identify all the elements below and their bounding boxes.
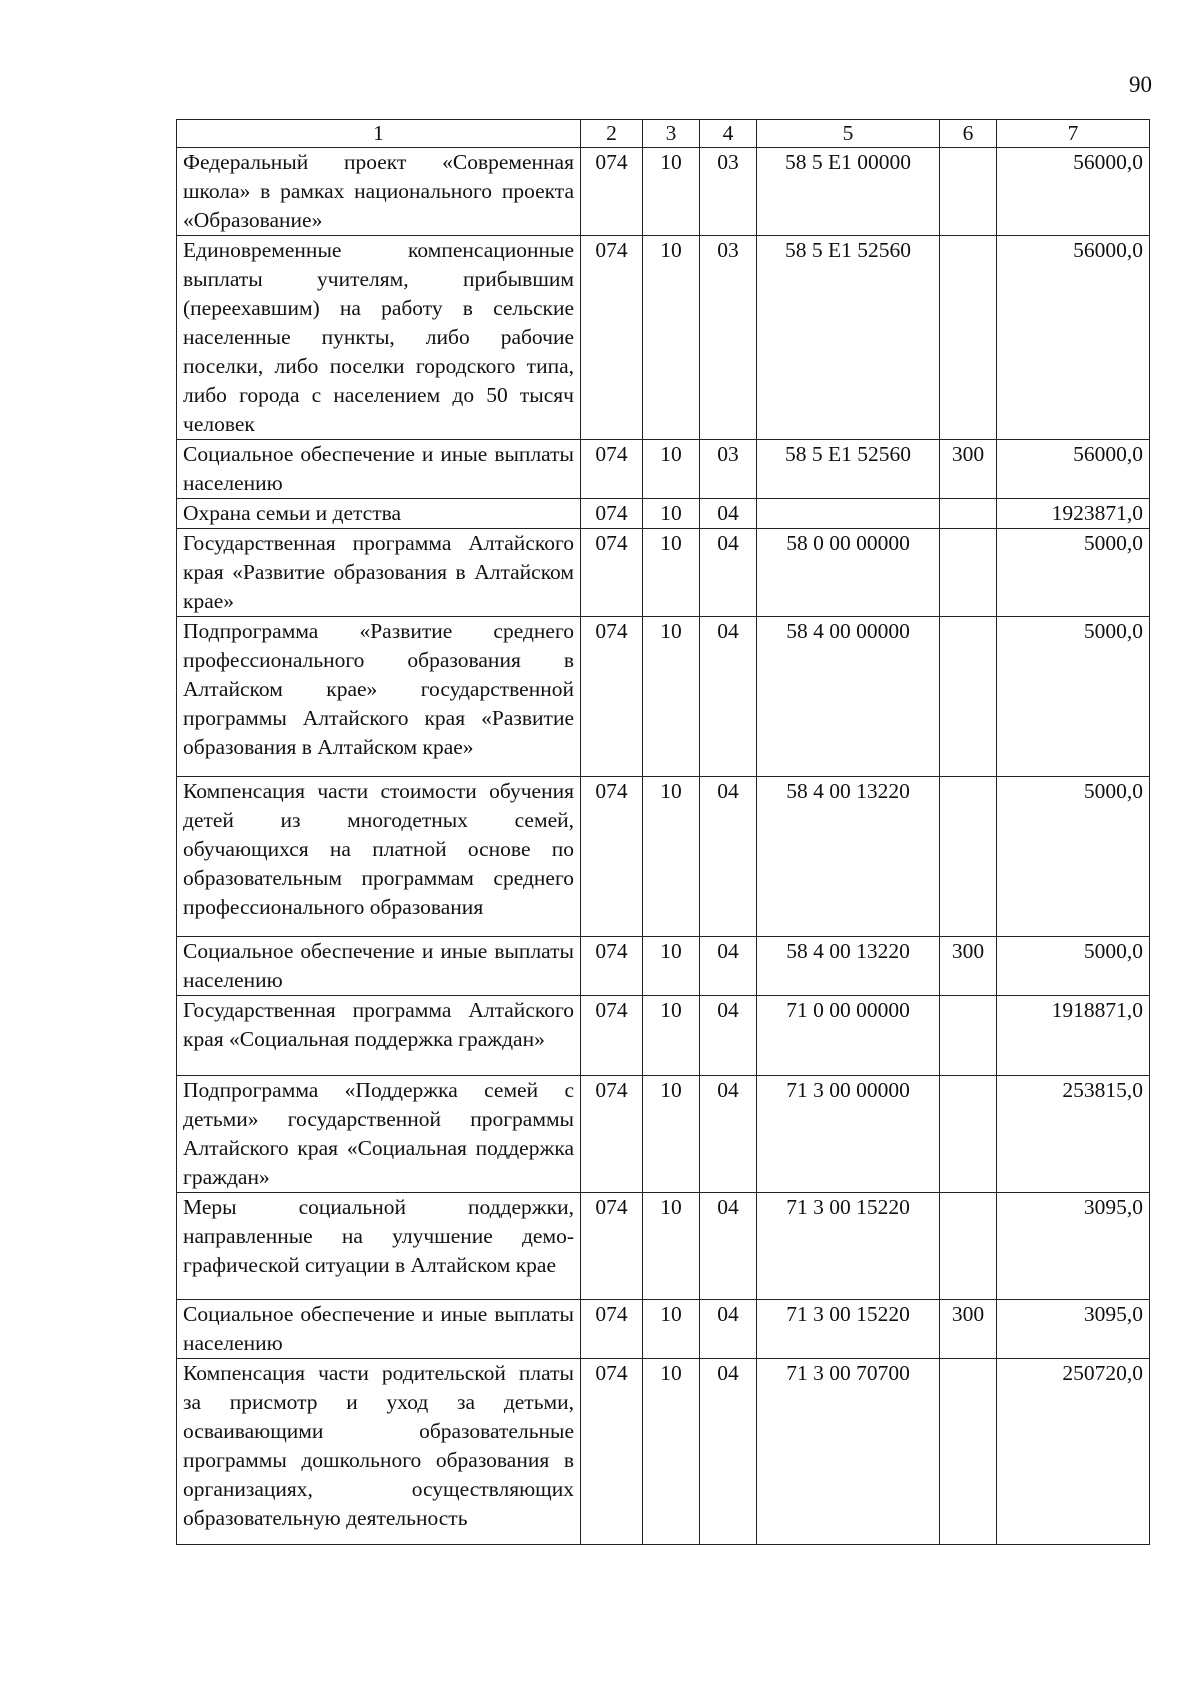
amount-cell: 5000,0 xyxy=(997,777,1150,937)
amount-cell: 250720,0 xyxy=(997,1359,1150,1545)
target-article-cell: 58 4 00 13220 xyxy=(757,777,940,937)
expense-type-cell xyxy=(940,499,997,529)
target-article-cell xyxy=(757,499,940,529)
section-code-cell: 10 xyxy=(643,440,700,499)
subsection-code-cell: 04 xyxy=(700,529,757,617)
table-row xyxy=(177,777,1150,937)
table-row xyxy=(177,996,1150,1076)
table-row xyxy=(177,1193,1150,1300)
subsection-code-cell: 03 xyxy=(700,148,757,236)
page-number: 90 xyxy=(1129,72,1152,97)
section-code-cell: 10 xyxy=(643,499,700,529)
amount-cell: 3095,0 xyxy=(997,1193,1150,1300)
row-name-cell: Меры социальной поддержки, направленные на улучшение демографической ситуации в Алтайском крае xyxy=(177,1193,581,1300)
table-body xyxy=(177,148,1150,1545)
row-name-cell: Охрана семьи и детства xyxy=(177,499,581,529)
ministry-code-cell: 074 xyxy=(581,1300,643,1359)
table-row xyxy=(177,236,1150,440)
expense-type-cell xyxy=(940,617,997,777)
subsection-code-cell: 03 xyxy=(700,236,757,440)
subsection-code-cell: 04 xyxy=(700,937,757,996)
row-name-cell: Социальное обеспечение и иные выплаты населению xyxy=(177,937,581,996)
amount-cell: 1918871,0 xyxy=(997,996,1150,1076)
row-name-cell: Социальное обеспечение и иные выплаты населению xyxy=(177,1300,581,1359)
budget-table xyxy=(176,119,1150,1545)
header-col-4: 4 xyxy=(700,120,757,148)
ministry-code-cell: 074 xyxy=(581,1076,643,1193)
expense-type-cell xyxy=(940,148,997,236)
target-article-cell: 71 3 00 15220 xyxy=(757,1300,940,1359)
header-row xyxy=(177,120,1150,148)
ministry-code-cell: 074 xyxy=(581,617,643,777)
subsection-code-cell: 04 xyxy=(700,1359,757,1545)
section-code-cell: 10 xyxy=(643,1300,700,1359)
amount-cell: 56000,0 xyxy=(997,236,1150,440)
header-col-6: 6 xyxy=(940,120,997,148)
header-col-3: 3 xyxy=(643,120,700,148)
row-name-cell: Компенсация части стоимости обучения детей из многодетных семей, обучающихся на платной основе по образовательным программам среднего профессионального образования xyxy=(177,777,581,937)
section-code-cell: 10 xyxy=(643,236,700,440)
table-row xyxy=(177,1300,1150,1359)
target-article-cell: 58 5 E1 00000 xyxy=(757,148,940,236)
row-name-cell: Социальное обеспечение и иные выплаты населению xyxy=(177,440,581,499)
subsection-code-cell: 04 xyxy=(700,1300,757,1359)
row-name-cell: Государственная программа Алтайского края «Развитие образования в Алтайском крае» xyxy=(177,529,581,617)
section-code-cell: 10 xyxy=(643,617,700,777)
amount-cell: 3095,0 xyxy=(997,1300,1150,1359)
subsection-code-cell: 04 xyxy=(700,499,757,529)
section-code-cell: 10 xyxy=(643,529,700,617)
row-name-cell: Подпрограмма «Поддержка семей с детьми» государственной программы Алтайского края «Социальная поддержка граждан» xyxy=(177,1076,581,1193)
row-name-cell: Единовременные компенсационные выплаты учителям, прибывшим (переехавшим) на работу в сельские населенные пункты, либо рабочие поселки, либо поселки городского типа, либо города с населением до 50 тысяч человек xyxy=(177,236,581,440)
subsection-code-cell: 03 xyxy=(700,440,757,499)
subsection-code-cell: 04 xyxy=(700,617,757,777)
table-row xyxy=(177,148,1150,236)
ministry-code-cell: 074 xyxy=(581,148,643,236)
expense-type-cell xyxy=(940,777,997,937)
header-col-2: 2 xyxy=(581,120,643,148)
section-code-cell: 10 xyxy=(643,996,700,1076)
table-row xyxy=(177,1076,1150,1193)
expense-type-cell xyxy=(940,236,997,440)
table-row xyxy=(177,499,1150,529)
target-article-cell: 58 0 00 00000 xyxy=(757,529,940,617)
target-article-cell: 71 3 00 00000 xyxy=(757,1076,940,1193)
amount-cell: 56000,0 xyxy=(997,440,1150,499)
target-article-cell: 71 3 00 15220 xyxy=(757,1193,940,1300)
header-col-7: 7 xyxy=(997,120,1150,148)
ministry-code-cell: 074 xyxy=(581,937,643,996)
target-article-cell: 71 0 00 00000 xyxy=(757,996,940,1076)
row-name-cell: Компенсация части родительской платы за присмотр и уход за детьми, осваивающими образовательные программы дошкольного образования в организациях, осуществляющих образовательную деятельность xyxy=(177,1359,581,1545)
ministry-code-cell: 074 xyxy=(581,440,643,499)
expense-type-cell xyxy=(940,1076,997,1193)
subsection-code-cell: 04 xyxy=(700,996,757,1076)
ministry-code-cell: 074 xyxy=(581,236,643,440)
section-code-cell: 10 xyxy=(643,937,700,996)
ministry-code-cell: 074 xyxy=(581,529,643,617)
amount-cell: 5000,0 xyxy=(997,617,1150,777)
section-code-cell: 10 xyxy=(643,777,700,937)
section-code-cell: 10 xyxy=(643,1359,700,1545)
table-row xyxy=(177,1359,1150,1545)
expense-type-cell xyxy=(940,1193,997,1300)
target-article-cell: 58 4 00 13220 xyxy=(757,937,940,996)
header-col-1: 1 xyxy=(177,120,581,148)
row-name-cell: Подпрограмма «Развитие среднего профессионального образования в Алтайском крае» государственной программы Алтайского края «Развитие образования в Алтайском крае» xyxy=(177,617,581,777)
expense-type-cell xyxy=(940,996,997,1076)
target-article-cell: 58 4 00 00000 xyxy=(757,617,940,777)
target-article-cell: 58 5 E1 52560 xyxy=(757,236,940,440)
subsection-code-cell: 04 xyxy=(700,1193,757,1300)
subsection-code-cell: 04 xyxy=(700,1076,757,1193)
amount-cell: 5000,0 xyxy=(997,529,1150,617)
amount-cell: 5000,0 xyxy=(997,937,1150,996)
header-col-5: 5 xyxy=(757,120,940,148)
amount-cell: 56000,0 xyxy=(997,148,1150,236)
table-row xyxy=(177,529,1150,617)
target-article-cell: 58 5 E1 52560 xyxy=(757,440,940,499)
ministry-code-cell: 074 xyxy=(581,499,643,529)
table-row xyxy=(177,617,1150,777)
section-code-cell: 10 xyxy=(643,1076,700,1193)
target-article-cell: 71 3 00 70700 xyxy=(757,1359,940,1545)
ministry-code-cell: 074 xyxy=(581,777,643,937)
row-name-cell: Государственная программа Алтайского края «Социальная поддержка граждан» xyxy=(177,996,581,1076)
ministry-code-cell: 074 xyxy=(581,1193,643,1300)
row-name-cell: Федеральный проект «Современная школа» в рамках национального проекта «Образование» xyxy=(177,148,581,236)
expense-type-cell xyxy=(940,1359,997,1545)
table-row xyxy=(177,440,1150,499)
table-row xyxy=(177,937,1150,996)
expense-type-cell xyxy=(940,529,997,617)
subsection-code-cell: 04 xyxy=(700,777,757,937)
expense-type-cell: 300 xyxy=(940,440,997,499)
amount-cell: 253815,0 xyxy=(997,1076,1150,1193)
ministry-code-cell: 074 xyxy=(581,996,643,1076)
amount-cell: 1923871,0 xyxy=(997,499,1150,529)
section-code-cell: 10 xyxy=(643,148,700,236)
section-code-cell: 10 xyxy=(643,1193,700,1300)
expense-type-cell: 300 xyxy=(940,937,997,996)
ministry-code-cell: 074 xyxy=(581,1359,643,1545)
expense-type-cell: 300 xyxy=(940,1300,997,1359)
